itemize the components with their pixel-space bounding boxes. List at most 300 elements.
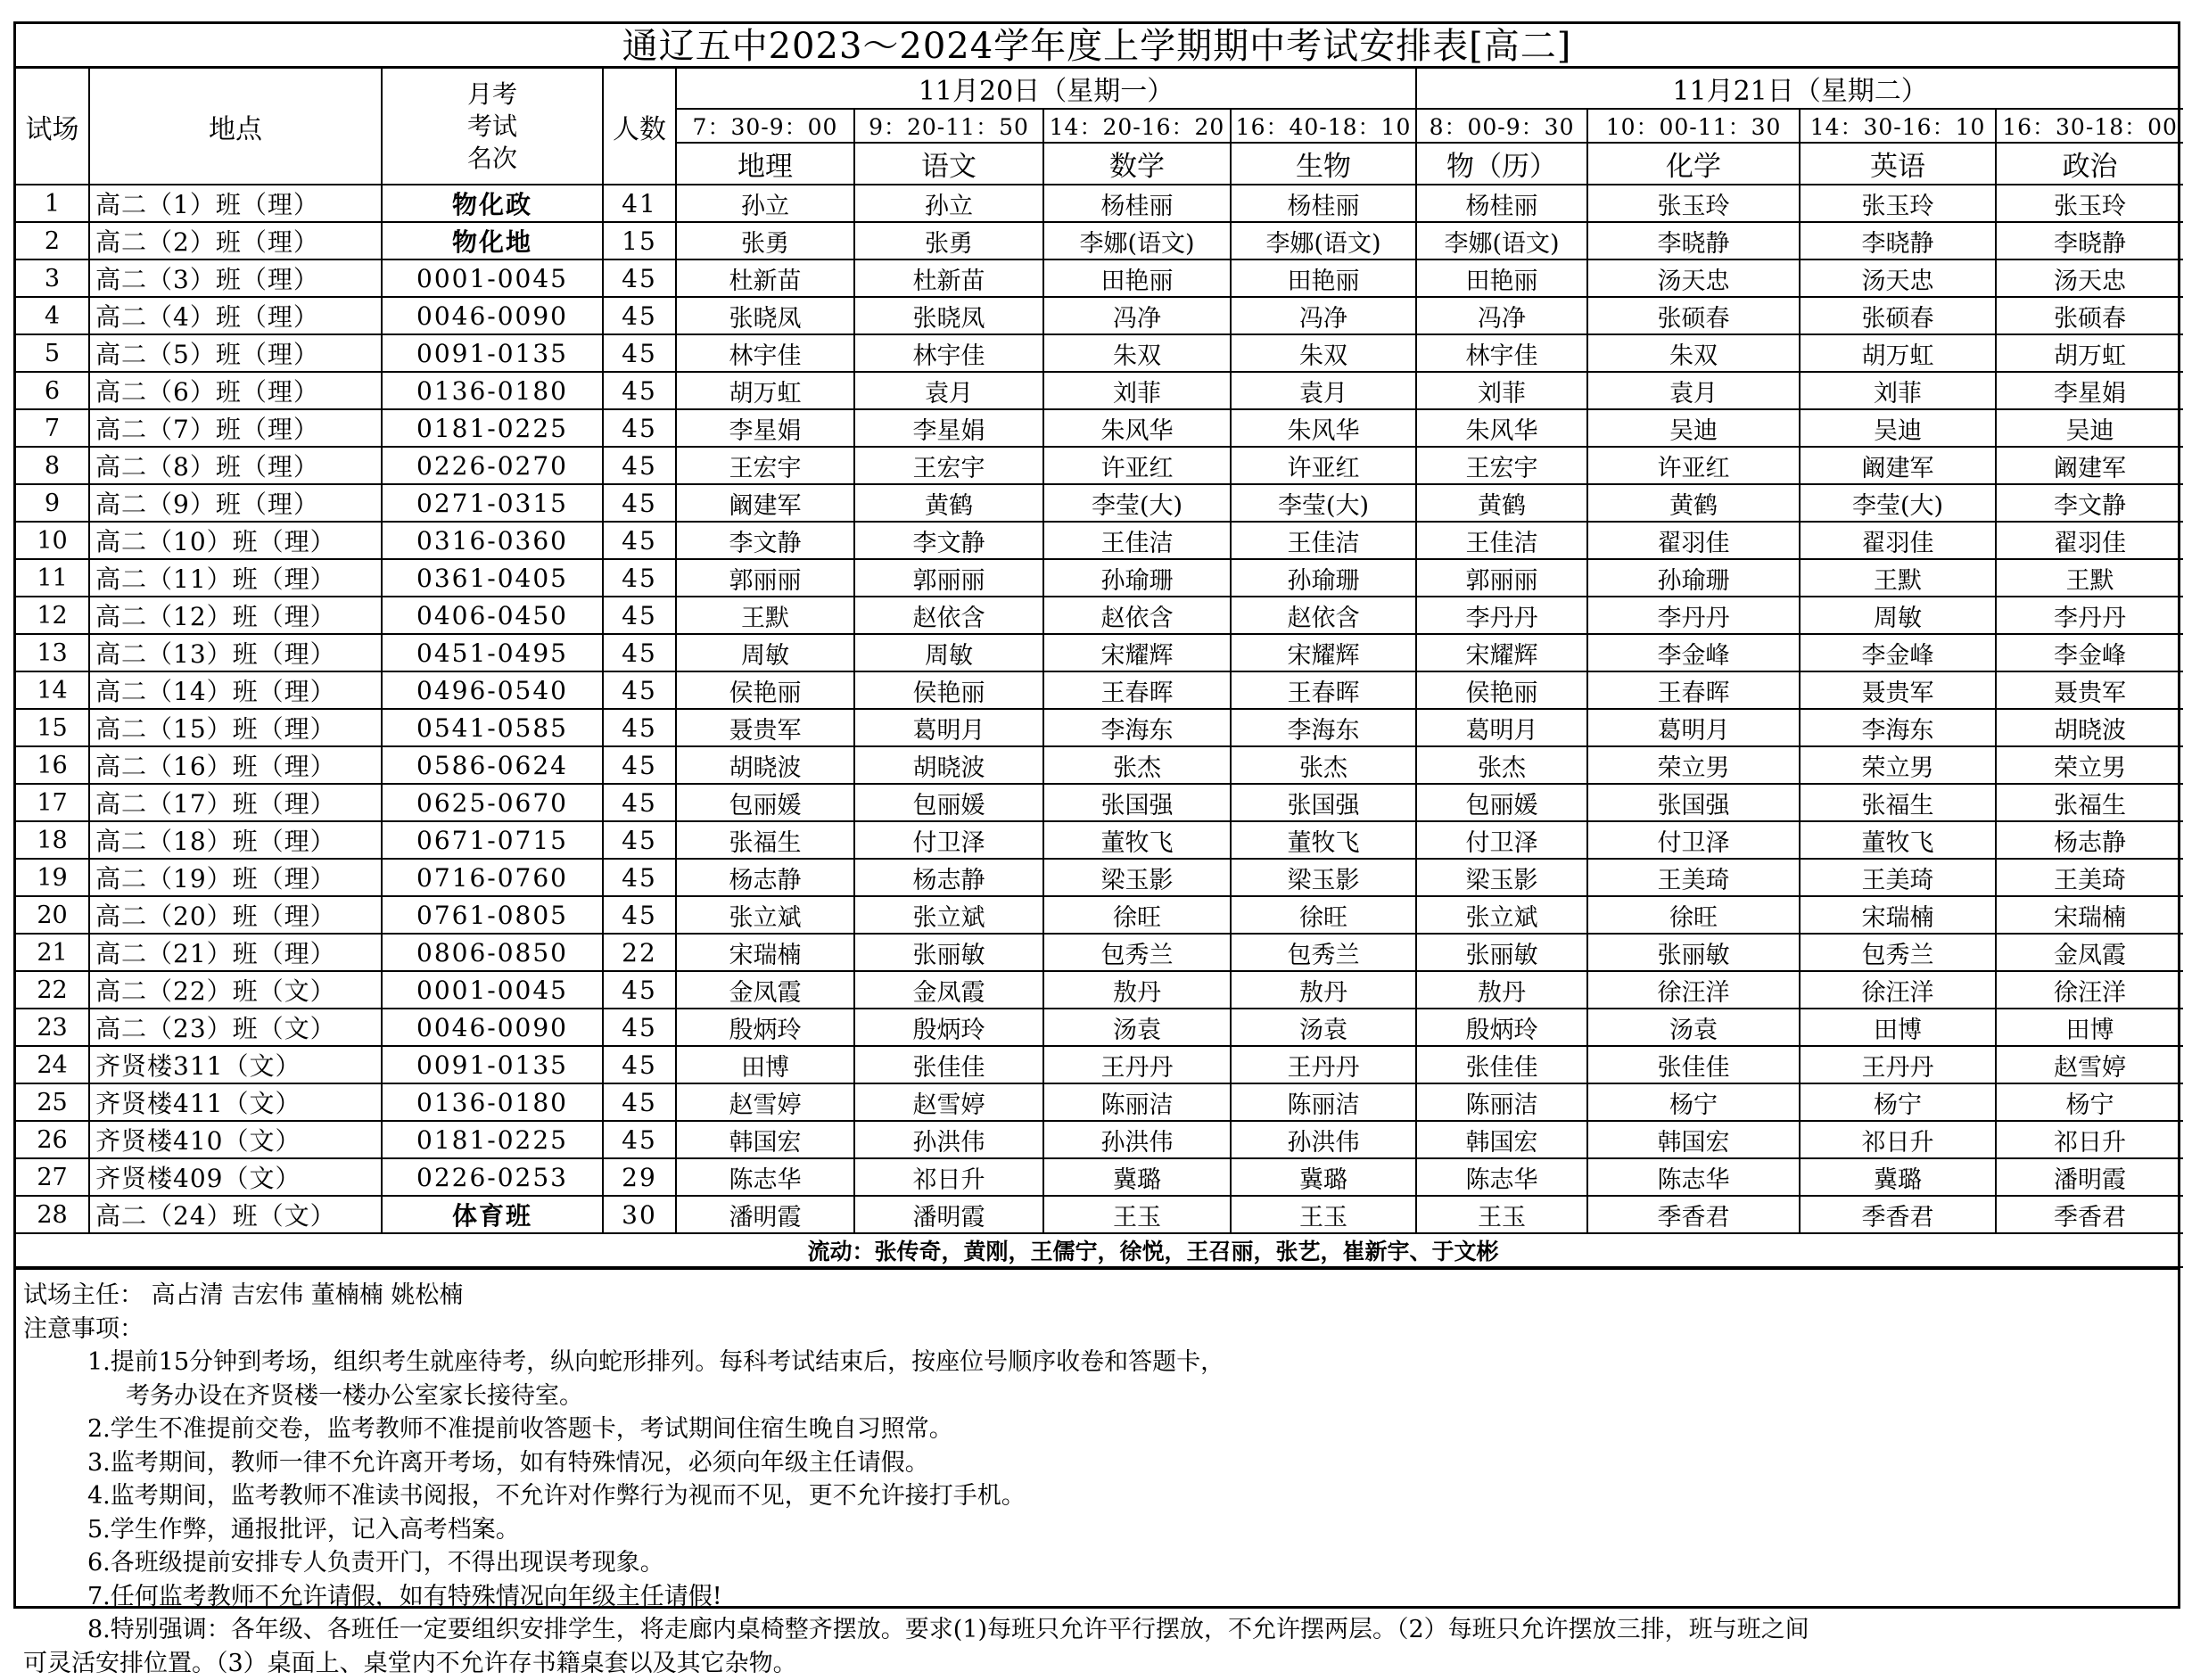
room-number: 17 [16, 784, 89, 821]
student-count-cell: 45 [603, 297, 676, 334]
proctor-cell: 赵雪婷 [676, 1083, 854, 1121]
location-cell: 高二（7）班（理） [89, 409, 382, 447]
proctor-cell: 袁月 [854, 372, 1043, 409]
proctor-cell: 李金峰 [1996, 634, 2183, 671]
proctor-cell: 杨桂丽 [1231, 185, 1416, 222]
student-count-cell: 45 [603, 821, 676, 859]
proctor-cell: 李娜(语文) [1043, 222, 1231, 259]
proctor-cell: 陈丽洁 [1231, 1083, 1416, 1121]
room-number: 18 [16, 821, 89, 859]
proctor-cell: 梁玉影 [1231, 859, 1416, 896]
proctor-cell: 赵依含 [854, 597, 1043, 634]
exam-range-cell: 0496-0540 [382, 671, 603, 709]
location-cell: 高二（1）班（理） [89, 185, 382, 222]
notes-section [16, 1268, 2178, 1680]
subject-header: 语文 [854, 143, 1043, 185]
proctor-cell: 王宏宇 [676, 447, 854, 484]
proctor-cell: 宋耀辉 [1416, 634, 1587, 671]
subject-header: 生物 [1231, 143, 1416, 185]
proctor-cell: 张杰 [1231, 746, 1416, 784]
proctor-cell: 潘明霞 [676, 1196, 854, 1233]
note-item: 4.监考期间，监考教师不准读书阅报，不允许对作弊行为视而不见，更不允许接打手机。 [23, 1479, 2171, 1513]
location-cell: 高二（11）班（理） [89, 559, 382, 597]
proctor-cell: 张勇 [676, 222, 854, 259]
proctor-cell: 李文静 [1996, 484, 2183, 522]
proctor-cell: 徐旺 [1231, 896, 1416, 934]
table-row [16, 447, 2183, 484]
proctor-cell: 敖丹 [1231, 971, 1416, 1009]
time-slot: 10：00-11：30 [1587, 109, 1800, 143]
proctor-cell: 杨志静 [854, 859, 1043, 896]
exam-range-cell: 0541-0585 [382, 709, 603, 746]
proctor-cell: 王春晖 [1043, 671, 1231, 709]
room-number: 27 [16, 1158, 89, 1196]
proctor-cell: 郭丽丽 [676, 559, 854, 597]
student-count-cell: 45 [603, 709, 676, 746]
proctor-cell: 田艳丽 [1231, 259, 1416, 297]
proctor-cell: 季香君 [1996, 1196, 2183, 1233]
student-count-cell: 45 [603, 859, 676, 896]
table-row [16, 1009, 2183, 1046]
time-slot: 7：30-9：00 [676, 109, 854, 143]
room-number: 1 [16, 185, 89, 222]
proctor-cell: 孙瑜珊 [1043, 559, 1231, 597]
proctor-cell: 徐旺 [1043, 896, 1231, 934]
subject-header: 化学 [1587, 143, 1800, 185]
student-count-cell: 45 [603, 1121, 676, 1158]
table-row [16, 222, 2183, 259]
location-cell: 高二（19）班（理） [89, 859, 382, 896]
time-slot: 14：30-16：10 [1800, 109, 1996, 143]
proctor-cell: 包丽媛 [676, 784, 854, 821]
header-day-1: 11月20日（星期一） [676, 69, 1416, 109]
proctor-cell: 朱风华 [1043, 409, 1231, 447]
proctor-cell: 朱双 [1587, 334, 1800, 372]
exam-range-cell: 物化政 [382, 185, 603, 222]
location-cell: 齐贤楼411（文） [89, 1083, 382, 1121]
location-cell: 高二（24）班（文） [89, 1196, 382, 1233]
proctor-cell: 黄鹤 [854, 484, 1043, 522]
proctor-cell: 王春晖 [1587, 671, 1800, 709]
proctor-cell: 张国强 [1587, 784, 1800, 821]
proctor-cell: 荣立男 [1587, 746, 1800, 784]
student-count-cell: 29 [603, 1158, 676, 1196]
exam-range-cell: 0181-0225 [382, 1121, 603, 1158]
table-row [16, 1046, 2183, 1083]
student-count-cell: 45 [603, 784, 676, 821]
note-item: 2.学生不准提前交卷，监考教师不准提前收答题卡，考试期间住宿生晚自习照常。 [23, 1412, 2171, 1446]
proctor-cell: 阚建军 [1996, 447, 2183, 484]
proctor-cell: 李星娟 [676, 409, 854, 447]
note-item: 1.提前15分钟到考场，组织考生就座待考，纵向蛇形排列。每科考试结束后，按座位号顺序收卷和答题卡， [23, 1346, 2171, 1379]
room-number: 28 [16, 1196, 89, 1233]
room-number: 24 [16, 1046, 89, 1083]
subject-header: 物（历） [1416, 143, 1587, 185]
proctor-cell: 赵雪婷 [854, 1083, 1043, 1121]
room-number: 14 [16, 671, 89, 709]
location-cell: 高二（10）班（理） [89, 522, 382, 559]
proctor-cell: 林宇佳 [1416, 334, 1587, 372]
exam-range-cell: 0136-0180 [382, 372, 603, 409]
proctor-cell: 祁日升 [1996, 1121, 2183, 1158]
proctor-cell: 田博 [1996, 1009, 2183, 1046]
proctor-cell: 田艳丽 [1416, 259, 1587, 297]
exam-range-cell: 0091-0135 [382, 334, 603, 372]
table-row [16, 821, 2183, 859]
exam-range-cell: 0361-0405 [382, 559, 603, 597]
proctor-cell: 王默 [676, 597, 854, 634]
proctor-cell: 李金峰 [1587, 634, 1800, 671]
proctor-cell: 张玉玲 [1996, 185, 2183, 222]
table-row [16, 185, 2183, 222]
proctor-cell: 潘明霞 [1996, 1158, 2183, 1196]
location-cell: 高二（12）班（理） [89, 597, 382, 634]
proctor-cell: 田艳丽 [1043, 259, 1231, 297]
proctor-cell: 张勇 [854, 222, 1043, 259]
proctor-cell: 潘明霞 [854, 1196, 1043, 1233]
page-title: 通辽五中2023～2024学年度上学期期中考试安排表[高二] [16, 24, 2178, 69]
proctor-cell: 聂贵军 [676, 709, 854, 746]
table-row [16, 746, 2183, 784]
proctor-cell: 郭丽丽 [1416, 559, 1587, 597]
table-row [16, 896, 2183, 934]
proctor-cell: 王丹丹 [1800, 1046, 1996, 1083]
proctor-cell: 黄鹤 [1416, 484, 1587, 522]
room-number: 4 [16, 297, 89, 334]
floating-proctors: 流动：张传奇，黄刚，王儒宁，徐悦，王召丽，张艺，崔新宇、于文彬 [16, 1233, 2183, 1267]
location-cell: 高二（21）班（理） [89, 934, 382, 971]
proctor-cell: 张佳佳 [854, 1046, 1043, 1083]
proctor-cell: 敖丹 [1416, 971, 1587, 1009]
exam-range-cell: 0625-0670 [382, 784, 603, 821]
proctor-cell: 包秀兰 [1231, 934, 1416, 971]
proctor-cell: 李星娟 [1996, 372, 2183, 409]
location-cell: 高二（5）班（理） [89, 334, 382, 372]
proctor-cell: 祁日升 [854, 1158, 1043, 1196]
student-count-cell: 45 [603, 634, 676, 671]
note-item: 7.任何监考教师不允许请假，如有特殊情况向年级主任请假! [23, 1580, 2171, 1614]
location-cell: 高二（6）班（理） [89, 372, 382, 409]
time-slot: 8：00-9：30 [1416, 109, 1587, 143]
proctor-cell: 殷炳玲 [854, 1009, 1043, 1046]
proctor-cell: 李文静 [676, 522, 854, 559]
proctor-cell: 宋瑞楠 [1800, 896, 1996, 934]
proctor-cell: 陈丽洁 [1416, 1083, 1587, 1121]
proctor-cell: 李晓静 [1996, 222, 2183, 259]
exam-range-cell: 0316-0360 [382, 522, 603, 559]
exam-range-cell: 0586-0624 [382, 746, 603, 784]
proctor-cell: 李星娟 [854, 409, 1043, 447]
proctor-cell: 黄鹤 [1587, 484, 1800, 522]
student-count-cell: 45 [603, 896, 676, 934]
proctor-cell: 赵依含 [1043, 597, 1231, 634]
proctor-cell: 周敏 [1800, 597, 1996, 634]
proctor-cell: 袁月 [1231, 372, 1416, 409]
proctor-cell: 朱双 [1043, 334, 1231, 372]
proctor-cell: 宋耀辉 [1231, 634, 1416, 671]
proctor-cell: 翟羽佳 [1800, 522, 1996, 559]
proctor-cell: 王佳洁 [1231, 522, 1416, 559]
proctor-cell: 吴迪 [1587, 409, 1800, 447]
proctor-cell: 孙瑜珊 [1231, 559, 1416, 597]
proctor-cell: 刘菲 [1043, 372, 1231, 409]
proctor-cell: 许亚红 [1231, 447, 1416, 484]
proctor-cell: 金凤霞 [676, 971, 854, 1009]
table-row [16, 484, 2183, 522]
student-count-cell: 45 [603, 971, 676, 1009]
floating-proctors-row [16, 1233, 2183, 1267]
table-row [16, 934, 2183, 971]
proctor-cell: 王玉 [1231, 1196, 1416, 1233]
proctor-cell: 季香君 [1587, 1196, 1800, 1233]
proctor-cell: 田博 [1800, 1009, 1996, 1046]
proctor-cell: 葛明月 [1416, 709, 1587, 746]
exam-range-cell: 0001-0045 [382, 971, 603, 1009]
proctor-cell: 张佳佳 [1416, 1046, 1587, 1083]
proctor-cell: 张杰 [1416, 746, 1587, 784]
proctor-cell: 徐汪洋 [1800, 971, 1996, 1009]
exam-range-cell: 0761-0805 [382, 896, 603, 934]
student-count-cell: 45 [603, 409, 676, 447]
proctor-cell: 冀璐 [1231, 1158, 1416, 1196]
proctor-cell: 许亚红 [1043, 447, 1231, 484]
table-row [16, 597, 2183, 634]
note-item: 5.学生作弊，通报批评，记入高考档案。 [23, 1513, 2171, 1547]
proctor-cell: 祁日升 [1800, 1121, 1996, 1158]
location-cell: 高二（20）班（理） [89, 896, 382, 934]
proctor-cell: 王玉 [1043, 1196, 1231, 1233]
table-row [16, 522, 2183, 559]
proctor-cell: 张立斌 [854, 896, 1043, 934]
table-row [16, 859, 2183, 896]
proctor-cell: 韩国宏 [1416, 1121, 1587, 1158]
location-cell: 高二（9）班（理） [89, 484, 382, 522]
proctor-cell: 王默 [1996, 559, 2183, 597]
proctor-cell: 王春晖 [1231, 671, 1416, 709]
proctor-cell: 王宏宇 [854, 447, 1043, 484]
proctor-cell: 敖丹 [1043, 971, 1231, 1009]
room-number: 11 [16, 559, 89, 597]
proctor-cell: 朱风华 [1416, 409, 1587, 447]
proctor-cell: 王美琦 [1800, 859, 1996, 896]
header-count: 人数 [603, 69, 676, 185]
proctor-cell: 付卫泽 [1587, 821, 1800, 859]
location-cell: 齐贤楼410（文） [89, 1121, 382, 1158]
exam-directors: 试场主任： 高占清 吉宏伟 董楠楠 姚松楠 [23, 1279, 2171, 1313]
proctor-cell: 王美琦 [1996, 859, 2183, 896]
student-count-cell: 45 [603, 522, 676, 559]
room-number: 2 [16, 222, 89, 259]
proctor-cell: 孙洪伟 [854, 1121, 1043, 1158]
proctor-cell: 冯净 [1416, 297, 1587, 334]
location-cell: 高二（18）班（理） [89, 821, 382, 859]
student-count-cell: 30 [603, 1196, 676, 1233]
room-number: 13 [16, 634, 89, 671]
proctor-cell: 侯艳丽 [676, 671, 854, 709]
room-number: 20 [16, 896, 89, 934]
exam-range-cell: 0226-0270 [382, 447, 603, 484]
proctor-cell: 葛明月 [1587, 709, 1800, 746]
proctor-cell: 孙洪伟 [1043, 1121, 1231, 1158]
proctor-cell: 周敏 [676, 634, 854, 671]
student-count-cell: 45 [603, 559, 676, 597]
proctor-cell: 荣立男 [1996, 746, 2183, 784]
proctor-cell: 王佳洁 [1043, 522, 1231, 559]
note-item: 3.监考期间，教师一律不允许离开考场，如有特殊情况，必须向年级主任请假。 [23, 1446, 2171, 1480]
location-cell: 高二（14）班（理） [89, 671, 382, 709]
proctor-cell: 孙洪伟 [1231, 1121, 1416, 1158]
proctor-cell: 李晓静 [1800, 222, 1996, 259]
student-count-cell: 45 [603, 259, 676, 297]
note-item: 6.各班级提前安排专人负责开门，不得出现误考现象。 [23, 1546, 2171, 1580]
location-cell: 高二（3）班（理） [89, 259, 382, 297]
proctor-cell: 张杰 [1043, 746, 1231, 784]
header-row-dates [16, 69, 2183, 109]
proctor-cell: 阚建军 [1800, 447, 1996, 484]
location-cell: 高二（15）班（理） [89, 709, 382, 746]
proctor-cell: 张晓凤 [676, 297, 854, 334]
table-row [16, 1196, 2183, 1233]
proctor-cell: 陈志华 [1587, 1158, 1800, 1196]
proctor-cell: 孙瑜珊 [1587, 559, 1800, 597]
subject-header: 英语 [1800, 143, 1996, 185]
proctor-cell: 聂贵军 [1996, 671, 2183, 709]
proctor-cell: 李娜(语文) [1231, 222, 1416, 259]
exam-range-cell: 0406-0450 [382, 597, 603, 634]
proctor-cell: 张硕春 [1800, 297, 1996, 334]
exam-schedule-sheet [13, 21, 2180, 1609]
time-slot: 14：20-16：20 [1043, 109, 1231, 143]
proctor-cell: 杨宁 [1996, 1083, 2183, 1121]
exam-range-cell: 0451-0495 [382, 634, 603, 671]
proctor-cell: 田博 [676, 1046, 854, 1083]
time-slot: 9：20-11：50 [854, 109, 1043, 143]
header-exam-rank: 月考 考试 名次 [382, 69, 603, 185]
proctor-cell: 聂贵军 [1800, 671, 1996, 709]
student-count-cell: 45 [603, 597, 676, 634]
room-number: 6 [16, 372, 89, 409]
proctor-cell: 王丹丹 [1043, 1046, 1231, 1083]
table-row [16, 259, 2183, 297]
proctor-cell: 周敏 [854, 634, 1043, 671]
proctor-cell: 张丽敏 [854, 934, 1043, 971]
location-cell: 齐贤楼409（文） [89, 1158, 382, 1196]
exam-range-cell: 0046-0090 [382, 1009, 603, 1046]
room-number: 21 [16, 934, 89, 971]
proctor-cell: 胡晓波 [676, 746, 854, 784]
room-number: 22 [16, 971, 89, 1009]
proctor-cell: 李丹丹 [1996, 597, 2183, 634]
proctor-cell: 汤天忠 [1800, 259, 1996, 297]
exam-range-cell: 物化地 [382, 222, 603, 259]
notes-heading: 注意事项： [23, 1313, 2171, 1346]
exam-range-cell: 0226-0253 [382, 1158, 603, 1196]
room-number: 16 [16, 746, 89, 784]
proctor-cell: 王丹丹 [1231, 1046, 1416, 1083]
proctor-cell: 杨桂丽 [1416, 185, 1587, 222]
proctor-cell: 翟羽佳 [1587, 522, 1800, 559]
proctor-cell: 王默 [1800, 559, 1996, 597]
student-count-cell: 45 [603, 1046, 676, 1083]
proctor-cell: 宋耀辉 [1043, 634, 1231, 671]
proctor-cell: 张丽敏 [1587, 934, 1800, 971]
proctor-cell: 郭丽丽 [854, 559, 1043, 597]
proctor-cell: 刘菲 [1800, 372, 1996, 409]
proctor-cell: 张硕春 [1587, 297, 1800, 334]
proctor-cell: 董牧飞 [1231, 821, 1416, 859]
proctor-cell: 徐汪洋 [1587, 971, 1800, 1009]
proctor-cell: 包丽媛 [1416, 784, 1587, 821]
proctor-cell: 张立斌 [1416, 896, 1587, 934]
proctor-cell: 李海东 [1043, 709, 1231, 746]
proctor-cell: 冯净 [1231, 297, 1416, 334]
proctor-cell: 陈志华 [676, 1158, 854, 1196]
header-day-2: 11月21日（星期二） [1416, 69, 2183, 109]
location-cell: 高二（23）班（文） [89, 1009, 382, 1046]
proctor-cell: 季香君 [1800, 1196, 1996, 1233]
proctor-cell: 张国强 [1231, 784, 1416, 821]
proctor-cell: 阚建军 [676, 484, 854, 522]
proctor-cell: 杨志静 [676, 859, 854, 896]
student-count-cell: 15 [603, 222, 676, 259]
table-row [16, 1158, 2183, 1196]
proctor-cell: 胡晓波 [854, 746, 1043, 784]
proctor-cell: 孙立 [676, 185, 854, 222]
proctor-cell: 汤袁 [1231, 1009, 1416, 1046]
proctor-cell: 韩国宏 [676, 1121, 854, 1158]
proctor-cell: 刘菲 [1416, 372, 1587, 409]
proctor-cell: 朱风华 [1231, 409, 1416, 447]
schedule-table [16, 69, 2183, 185]
proctor-cell: 金凤霞 [1996, 934, 2183, 971]
proctor-cell: 陈志华 [1416, 1158, 1587, 1196]
schedule-body [16, 185, 2183, 1268]
proctor-cell: 张佳佳 [1587, 1046, 1800, 1083]
proctor-cell: 荣立男 [1800, 746, 1996, 784]
proctor-cell: 张福生 [1800, 784, 1996, 821]
exam-range-cell: 0136-0180 [382, 1083, 603, 1121]
table-row [16, 1121, 2183, 1158]
proctor-cell: 董牧飞 [1800, 821, 1996, 859]
proctor-cell: 杨宁 [1587, 1083, 1800, 1121]
student-count-cell: 22 [603, 934, 676, 971]
proctor-cell: 付卫泽 [854, 821, 1043, 859]
note-item: 考务办设在齐贤楼一楼办公室家长接待室。 [23, 1379, 2171, 1413]
proctor-cell: 汤天忠 [1996, 259, 2183, 297]
note-item: 可灵活安排位置。（3）桌面上、桌堂内不允许存书籍桌套以及其它杂物。 [23, 1647, 2171, 1680]
proctor-cell: 金凤霞 [854, 971, 1043, 1009]
table-row [16, 334, 2183, 372]
proctor-cell: 朱双 [1231, 334, 1416, 372]
student-count-cell: 45 [603, 334, 676, 372]
proctor-cell: 杨宁 [1800, 1083, 1996, 1121]
room-number: 5 [16, 334, 89, 372]
proctor-cell: 杨桂丽 [1043, 185, 1231, 222]
proctor-cell: 张玉玲 [1587, 185, 1800, 222]
proctor-cell: 王玉 [1416, 1196, 1587, 1233]
proctor-cell: 林宇佳 [676, 334, 854, 372]
proctor-cell: 王佳洁 [1416, 522, 1587, 559]
room-number: 26 [16, 1121, 89, 1158]
proctor-cell: 徐旺 [1587, 896, 1800, 934]
location-cell: 高二（8）班（理） [89, 447, 382, 484]
exam-range-cell: 0001-0045 [382, 259, 603, 297]
proctor-cell: 李莹(大) [1800, 484, 1996, 522]
note-item: 8.特别强调：各年级、各班任一定要组织安排学生，将走廊内桌椅整齐摆放。要求(1)每班只允许平行摆放，不允许摆两层。（2）每班只允许摆放三排，班与班之间 [23, 1613, 2171, 1647]
proctor-cell: 包丽媛 [854, 784, 1043, 821]
proctor-cell: 孙立 [854, 185, 1043, 222]
proctor-cell: 张福生 [1996, 784, 2183, 821]
